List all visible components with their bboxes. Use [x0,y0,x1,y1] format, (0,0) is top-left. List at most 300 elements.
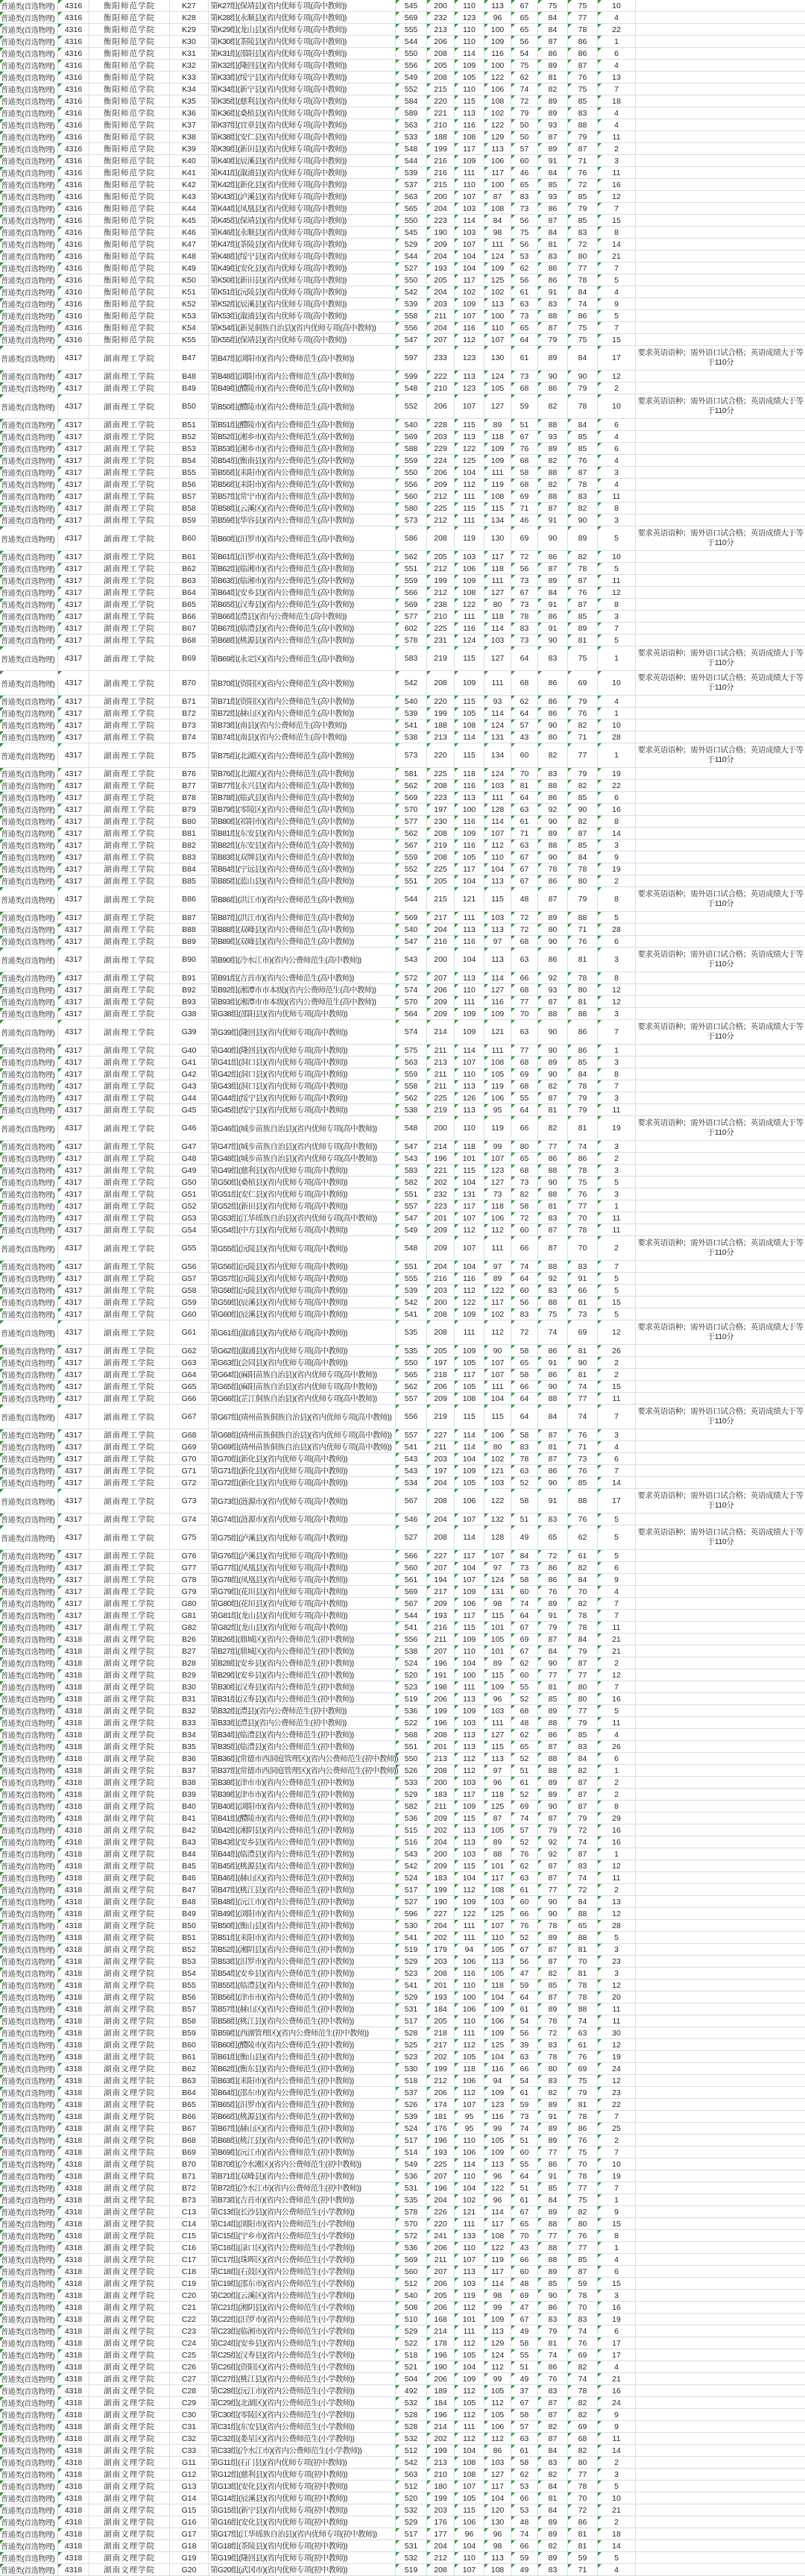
cell-college-code[interactable] [58,1610,89,1621]
cell-num-7[interactable] [568,708,598,719]
cell-num-7[interactable] [568,251,598,262]
cell-num-4[interactable] [484,95,511,107]
cell-category[interactable] [0,1453,58,1464]
cell-num-5[interactable] [511,948,538,971]
cell-college-name[interactable] [89,840,170,851]
cell-remark[interactable] [636,1586,805,1597]
cell-num-5[interactable] [511,60,538,71]
cell-category[interactable] [0,731,58,743]
cell-num-1[interactable] [396,804,427,815]
cell-group-name[interactable] [209,239,396,250]
cell-num-4[interactable] [484,1381,511,1392]
cell-college-name[interactable] [89,1116,170,1140]
cell-remark[interactable] [636,119,805,130]
cell-num-3[interactable] [455,48,484,59]
cell-group-code[interactable] [170,708,209,719]
cell-num-6[interactable] [538,72,568,83]
cell-num-4[interactable] [484,599,511,610]
cell-group-code[interactable] [170,1574,209,1585]
cell-category[interactable] [0,1045,58,1056]
cell-num-2[interactable] [427,1657,455,1669]
cell-num-5[interactable] [511,419,538,430]
cell-num-5[interactable] [511,322,538,333]
cell-num-8[interactable] [598,948,636,971]
cell-num-4[interactable] [484,671,511,695]
cell-num-8[interactable] [598,1646,636,1657]
cell-num-6[interactable] [538,143,568,154]
cell-remark[interactable] [636,1188,805,1200]
cell-college-name[interactable] [89,996,170,1007]
cell-num-1[interactable] [396,1273,427,1284]
cell-category[interactable] [0,1646,58,1657]
cell-category[interactable] [0,936,58,947]
cell-num-4[interactable] [484,1153,511,1164]
cell-num-1[interactable] [396,996,427,1007]
cell-college-code[interactable] [58,708,89,719]
cell-num-1[interactable] [396,526,427,550]
cell-college-name[interactable] [89,599,170,610]
cell-group-name[interactable] [209,274,396,286]
cell-category[interactable] [0,1717,58,1728]
cell-num-6[interactable] [538,36,568,47]
cell-num-6[interactable] [538,1068,568,1080]
cell-num-1[interactable] [396,1020,427,1044]
cell-num-3[interactable] [455,1465,484,1476]
cell-college-code[interactable] [58,143,89,154]
cell-num-5[interactable] [511,1705,538,1716]
cell-college-name[interactable] [89,1345,170,1356]
cell-num-2[interactable] [427,119,455,130]
cell-num-7[interactable] [568,503,598,514]
cell-num-8[interactable] [598,1550,636,1561]
cell-group-code[interactable] [170,1646,209,1657]
cell-num-5[interactable] [511,696,538,707]
cell-college-code[interactable] [58,227,89,238]
cell-num-6[interactable] [538,322,568,333]
cell-num-6[interactable] [538,1273,568,1284]
cell-num-4[interactable] [484,1489,511,1513]
cell-num-8[interactable] [598,816,636,827]
cell-category[interactable] [0,1489,58,1513]
cell-num-6[interactable] [538,1236,568,1260]
cell-remark[interactable] [636,1224,805,1235]
cell-num-3[interactable] [455,1297,484,1308]
cell-num-8[interactable] [598,780,636,791]
cell-num-8[interactable] [598,1177,636,1188]
cell-college-name[interactable] [89,119,170,130]
cell-remark[interactable] [636,1477,805,1488]
cell-college-name[interactable] [89,251,170,262]
cell-remark[interactable] [636,371,805,382]
cell-num-4[interactable] [484,1200,511,1212]
cell-num-2[interactable] [427,1080,455,1092]
cell-remark[interactable] [636,1309,805,1320]
cell-num-5[interactable] [511,1477,538,1488]
cell-remark[interactable] [636,1489,805,1513]
cell-num-7[interactable] [568,1212,598,1224]
cell-group-code[interactable] [170,731,209,743]
cell-num-2[interactable] [427,1153,455,1164]
cell-group-code[interactable] [170,143,209,154]
cell-num-1[interactable] [396,863,427,875]
cell-group-name[interactable] [209,119,396,130]
cell-num-7[interactable] [568,1177,598,1188]
cell-num-7[interactable] [568,1562,598,1573]
cell-num-5[interactable] [511,804,538,815]
cell-num-4[interactable] [484,322,511,333]
cell-num-8[interactable] [598,1562,636,1573]
cell-category[interactable] [0,634,58,646]
cell-group-code[interactable] [170,298,209,309]
cell-num-1[interactable] [396,1345,427,1356]
cell-num-6[interactable] [538,1550,568,1561]
cell-category[interactable] [0,924,58,935]
cell-num-4[interactable] [484,334,511,345]
cell-num-4[interactable] [484,1646,511,1657]
cell-college-name[interactable] [89,1068,170,1080]
cell-num-7[interactable] [568,1574,598,1585]
cell-num-3[interactable] [455,286,484,297]
cell-num-2[interactable] [427,1177,455,1188]
cell-num-2[interactable] [427,840,455,851]
cell-group-name[interactable] [209,1188,396,1200]
cell-num-8[interactable] [598,731,636,743]
cell-num-4[interactable] [484,792,511,803]
cell-num-4[interactable] [484,1669,511,1681]
cell-college-name[interactable] [89,731,170,743]
cell-num-5[interactable] [511,1297,538,1308]
cell-num-2[interactable] [427,262,455,274]
cell-college-code[interactable] [58,1405,89,1429]
cell-group-code[interactable] [170,167,209,178]
cell-remark[interactable] [636,1092,805,1103]
cell-num-7[interactable] [568,334,598,345]
cell-num-3[interactable] [455,1550,484,1561]
cell-num-6[interactable] [538,948,568,971]
cell-num-5[interactable] [511,334,538,345]
cell-group-name[interactable] [209,948,396,971]
cell-num-2[interactable] [427,611,455,622]
cell-num-2[interactable] [427,1092,455,1103]
cell-num-4[interactable] [484,36,511,47]
cell-remark[interactable] [636,875,805,887]
cell-num-4[interactable] [484,72,511,83]
cell-num-5[interactable] [511,119,538,130]
cell-group-code[interactable] [170,155,209,166]
cell-num-7[interactable] [568,12,598,23]
cell-num-1[interactable] [396,60,427,71]
cell-remark[interactable] [636,1200,805,1212]
cell-category[interactable] [0,816,58,827]
cell-num-4[interactable] [484,467,511,478]
cell-num-2[interactable] [427,1212,455,1224]
cell-group-code[interactable] [170,371,209,382]
cell-num-2[interactable] [427,131,455,142]
cell-num-1[interactable] [396,1177,427,1188]
cell-college-code[interactable] [58,1357,89,1368]
cell-num-6[interactable] [538,371,568,382]
cell-num-1[interactable] [396,1586,427,1597]
cell-remark[interactable] [636,1646,805,1657]
cell-college-name[interactable] [89,167,170,178]
cell-num-7[interactable] [568,48,598,59]
cell-num-4[interactable] [484,551,511,562]
cell-remark[interactable] [636,696,805,707]
cell-num-3[interactable] [455,551,484,562]
cell-num-5[interactable] [511,262,538,274]
cell-num-1[interactable] [396,887,427,911]
cell-num-4[interactable] [484,1297,511,1308]
cell-num-6[interactable] [538,816,568,827]
cell-college-code[interactable] [58,467,89,478]
cell-num-5[interactable] [511,623,538,634]
cell-college-name[interactable] [89,780,170,791]
cell-num-5[interactable] [511,1273,538,1284]
cell-college-code[interactable] [58,1297,89,1308]
cell-group-code[interactable] [170,719,209,731]
cell-num-2[interactable] [427,575,455,586]
cell-num-8[interactable] [598,119,636,130]
cell-num-1[interactable] [396,1465,427,1476]
cell-num-7[interactable] [568,1429,598,1440]
cell-category[interactable] [0,72,58,83]
cell-num-7[interactable] [568,1393,598,1404]
cell-college-name[interactable] [89,84,170,95]
cell-num-4[interactable] [484,298,511,309]
cell-num-5[interactable] [511,1622,538,1633]
cell-num-2[interactable] [427,191,455,202]
cell-category[interactable] [0,984,58,995]
cell-num-2[interactable] [427,875,455,887]
cell-college-code[interactable] [58,875,89,887]
cell-college-code[interactable] [58,623,89,634]
cell-group-name[interactable] [209,1429,396,1440]
cell-num-7[interactable] [568,1320,598,1344]
cell-num-7[interactable] [568,1236,598,1260]
cell-category[interactable] [0,1020,58,1044]
cell-num-2[interactable] [427,863,455,875]
cell-remark[interactable] [636,1693,805,1704]
cell-college-code[interactable] [58,1586,89,1597]
cell-remark[interactable] [636,60,805,71]
cell-num-7[interactable] [568,1080,598,1092]
cell-group-name[interactable] [209,382,396,394]
cell-college-name[interactable] [89,286,170,297]
cell-num-6[interactable] [538,1525,568,1549]
cell-group-name[interactable] [209,972,396,983]
cell-group-name[interactable] [209,1261,396,1272]
cell-num-8[interactable] [598,443,636,454]
cell-num-6[interactable] [538,179,568,190]
cell-num-4[interactable] [484,167,511,178]
cell-num-2[interactable] [427,1200,455,1212]
cell-group-name[interactable] [209,792,396,803]
cell-num-6[interactable] [538,1657,568,1669]
cell-num-2[interactable] [427,768,455,779]
cell-num-6[interactable] [538,887,568,911]
cell-num-7[interactable] [568,875,598,887]
cell-college-code[interactable] [58,371,89,382]
cell-category[interactable] [0,840,58,851]
cell-num-6[interactable] [538,1177,568,1188]
cell-group-code[interactable] [170,840,209,851]
cell-college-name[interactable] [89,227,170,238]
cell-category[interactable] [0,996,58,1007]
cell-num-7[interactable] [568,274,598,286]
cell-remark[interactable] [636,611,805,622]
cell-category[interactable] [0,24,58,35]
cell-num-4[interactable] [484,1224,511,1235]
cell-num-6[interactable] [538,1188,568,1200]
cell-college-code[interactable] [58,1381,89,1392]
cell-num-3[interactable] [455,1056,484,1068]
cell-num-1[interactable] [396,671,427,695]
cell-num-3[interactable] [455,1610,484,1621]
cell-num-2[interactable] [427,1369,455,1380]
cell-num-2[interactable] [427,503,455,514]
cell-remark[interactable] [636,443,805,454]
cell-num-3[interactable] [455,804,484,815]
cell-category[interactable] [0,1104,58,1115]
cell-remark[interactable] [636,251,805,262]
cell-num-3[interactable] [455,298,484,309]
cell-category[interactable] [0,719,58,731]
cell-num-3[interactable] [455,1429,484,1440]
cell-group-code[interactable] [170,1525,209,1549]
cell-category[interactable] [0,1320,58,1344]
cell-num-5[interactable] [511,1586,538,1597]
cell-num-8[interactable] [598,1345,636,1356]
cell-num-4[interactable] [484,1405,511,1429]
cell-college-code[interactable] [58,1212,89,1224]
cell-num-3[interactable] [455,179,484,190]
cell-num-4[interactable] [484,1622,511,1633]
cell-num-1[interactable] [396,1092,427,1103]
cell-num-1[interactable] [396,191,427,202]
cell-college-name[interactable] [89,503,170,514]
cell-college-name[interactable] [89,479,170,490]
cell-college-name[interactable] [89,1514,170,1525]
cell-group-code[interactable] [170,1080,209,1092]
cell-num-6[interactable] [538,1261,568,1272]
cell-num-4[interactable] [484,203,511,214]
cell-remark[interactable] [636,394,805,418]
cell-num-6[interactable] [538,611,568,622]
cell-num-2[interactable] [427,1574,455,1585]
cell-category[interactable] [0,1285,58,1296]
cell-category[interactable] [0,119,58,130]
cell-num-3[interactable] [455,1657,484,1669]
cell-category[interactable] [0,1200,58,1212]
cell-category[interactable] [0,394,58,418]
cell-num-6[interactable] [538,1477,568,1488]
cell-group-code[interactable] [170,1705,209,1716]
cell-num-8[interactable] [598,514,636,526]
cell-num-1[interactable] [396,1080,427,1092]
cell-num-8[interactable] [598,792,636,803]
cell-num-2[interactable] [427,551,455,562]
cell-college-name[interactable] [89,1177,170,1188]
cell-category[interactable] [0,1369,58,1380]
cell-num-3[interactable] [455,1153,484,1164]
cell-num-3[interactable] [455,1285,484,1296]
cell-num-5[interactable] [511,563,538,574]
cell-college-name[interactable] [89,443,170,454]
cell-num-3[interactable] [455,816,484,827]
cell-remark[interactable] [636,167,805,178]
cell-num-5[interactable] [511,251,538,262]
cell-college-name[interactable] [89,431,170,442]
cell-college-name[interactable] [89,611,170,622]
cell-group-code[interactable] [170,1550,209,1561]
cell-remark[interactable] [636,1297,805,1308]
cell-remark[interactable] [636,514,805,526]
cell-category[interactable] [0,467,58,478]
cell-remark[interactable] [636,1345,805,1356]
cell-college-code[interactable] [58,215,89,226]
cell-category[interactable] [0,1550,58,1561]
cell-college-name[interactable] [89,191,170,202]
cell-group-code[interactable] [170,1008,209,1019]
cell-num-5[interactable] [511,863,538,875]
cell-num-4[interactable] [484,1465,511,1476]
cell-num-3[interactable] [455,155,484,166]
cell-college-code[interactable] [58,455,89,466]
cell-category[interactable] [0,431,58,442]
cell-num-6[interactable] [538,1489,568,1513]
cell-num-1[interactable] [396,1477,427,1488]
cell-num-4[interactable] [484,119,511,130]
cell-group-name[interactable] [209,48,396,59]
cell-remark[interactable] [636,768,805,779]
cell-num-4[interactable] [484,828,511,839]
cell-num-8[interactable] [598,1309,636,1320]
cell-category[interactable] [0,1165,58,1176]
cell-num-1[interactable] [396,1056,427,1068]
cell-college-name[interactable] [89,95,170,107]
cell-num-7[interactable] [568,768,598,779]
cell-num-3[interactable] [455,1068,484,1080]
cell-num-2[interactable] [427,743,455,767]
cell-num-3[interactable] [455,743,484,767]
cell-remark[interactable] [636,1598,805,1609]
cell-num-6[interactable] [538,191,568,202]
cell-num-1[interactable] [396,1574,427,1585]
cell-college-code[interactable] [58,634,89,646]
cell-category[interactable] [0,780,58,791]
cell-num-1[interactable] [396,227,427,238]
cell-college-name[interactable] [89,1045,170,1056]
cell-num-8[interactable] [598,743,636,767]
cell-group-name[interactable] [209,1045,396,1056]
cell-group-name[interactable] [209,1693,396,1704]
cell-category[interactable] [0,1429,58,1440]
cell-group-name[interactable] [209,743,396,767]
cell-num-3[interactable] [455,251,484,262]
cell-num-6[interactable] [538,286,568,297]
cell-num-2[interactable] [427,1224,455,1235]
cell-remark[interactable] [636,1236,805,1260]
cell-category[interactable] [0,1381,58,1392]
cell-num-2[interactable] [427,1489,455,1513]
cell-group-code[interactable] [170,286,209,297]
cell-remark[interactable] [636,1141,805,1152]
cell-college-code[interactable] [58,1514,89,1525]
cell-college-name[interactable] [89,875,170,887]
cell-num-8[interactable] [598,36,636,47]
cell-group-name[interactable] [209,1598,396,1609]
cell-num-6[interactable] [538,227,568,238]
